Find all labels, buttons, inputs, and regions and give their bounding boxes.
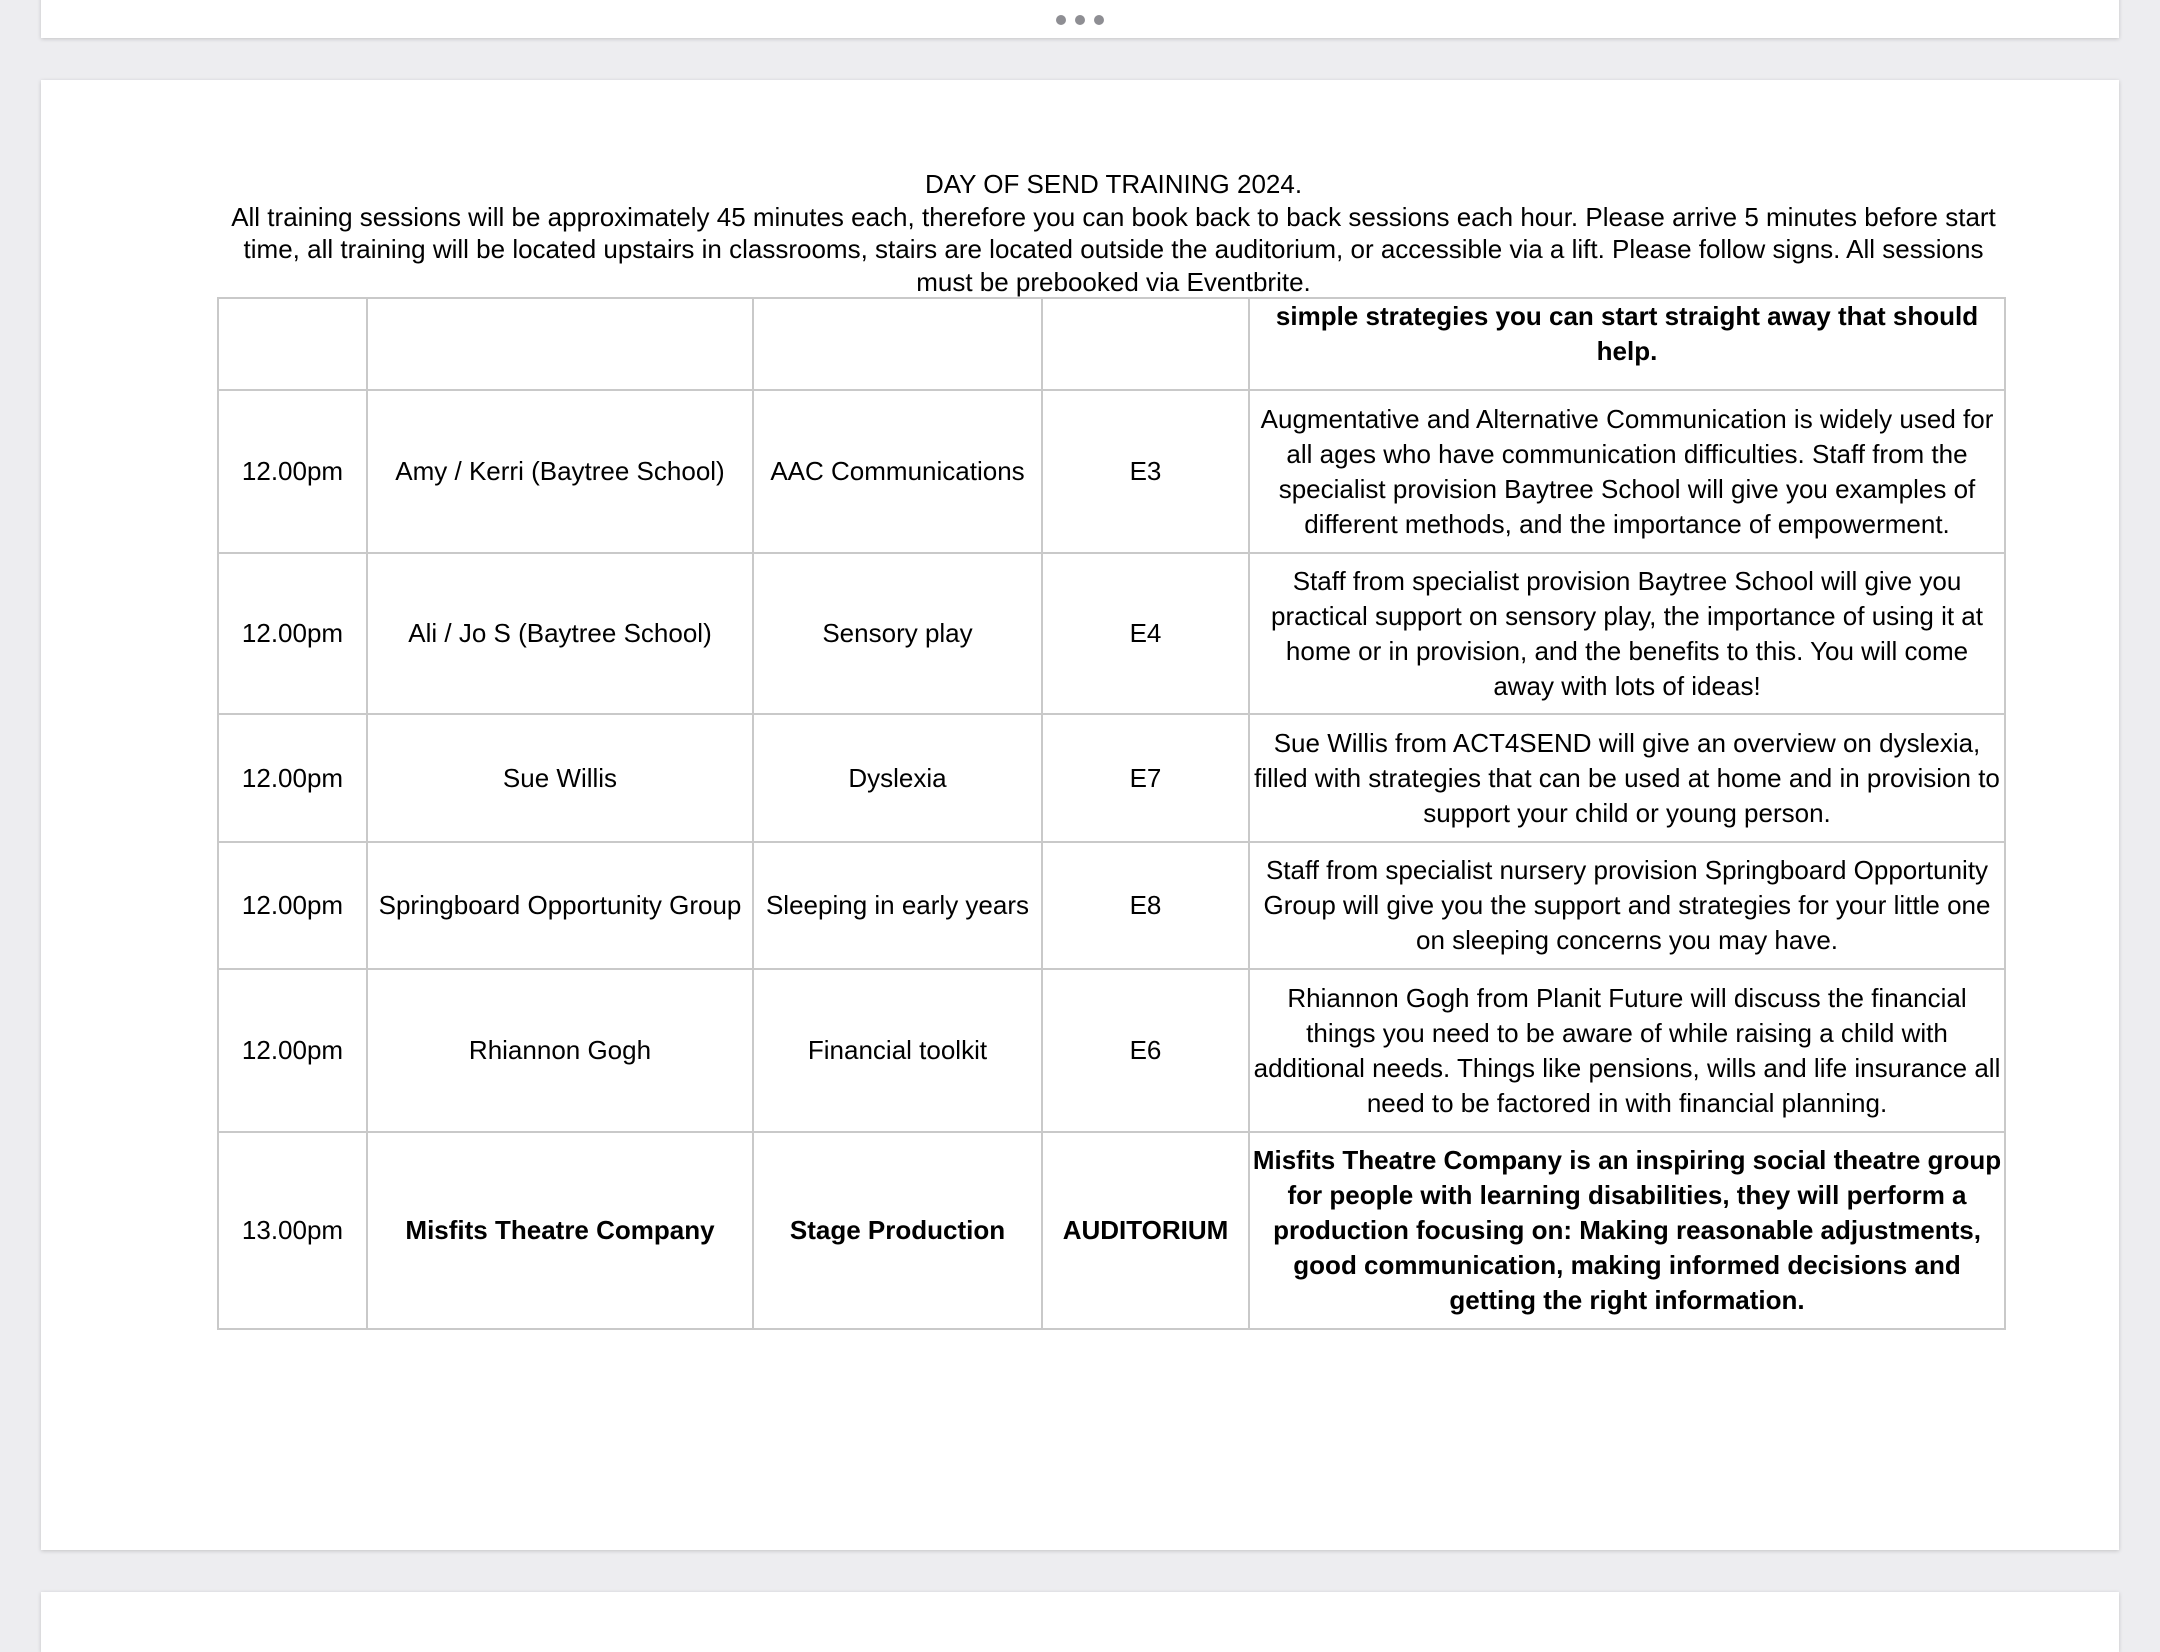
session-presenter [367, 298, 753, 390]
session-time: 12.00pm [218, 714, 367, 842]
session-presenter: Misfits Theatre Company [367, 1132, 753, 1329]
session-time [218, 298, 367, 390]
table-row [218, 714, 2005, 842]
session-topic: Sleeping in early years [753, 842, 1042, 969]
session-description: Staff from specialist provision Baytree School will give you practical support on sensory play, the importance of using it at home or in provision, and the benefits to this. You will come away with lots of ideas! [1249, 553, 2005, 714]
session-topic: Dyslexia [753, 714, 1042, 842]
session-room: E8 [1042, 842, 1249, 969]
session-presenter: Springboard Opportunity Group [367, 842, 753, 969]
session-room: E6 [1042, 969, 1249, 1132]
session-description: Sue Willis from ACT4SEND will give an overview on dyslexia, filled with strategies that can be used at home and in provision to support your child or young person. [1249, 714, 2005, 842]
table-row [218, 842, 2005, 969]
session-room [1042, 298, 1249, 390]
session-room: E7 [1042, 714, 1249, 842]
session-topic: Sensory play [753, 553, 1042, 714]
session-presenter: Ali / Jo S (Baytree School) [367, 553, 753, 714]
session-room: E3 [1042, 390, 1249, 553]
next-page [41, 1592, 2119, 1652]
table-row [218, 553, 2005, 714]
session-time: 12.00pm [218, 553, 367, 714]
more-options-icon[interactable] [1056, 12, 1104, 28]
session-time: 12.00pm [218, 969, 367, 1132]
session-presenter: Sue Willis [367, 714, 753, 842]
session-topic: Stage Production [753, 1132, 1042, 1329]
session-time: 12.00pm [218, 390, 367, 553]
table-row-continued [218, 298, 2005, 390]
session-topic: AAC Communications [753, 390, 1042, 553]
table-row [218, 1132, 2005, 1329]
document-intro: All training sessions will be approximately 45 minutes each, therefore you can book back to back sessions each hour. Please arrive 5 minutes before start time, all training will be located upstairs in classrooms, stairs are located outside the auditorium, or accessible via a lift. Please follow signs. All sessions must be prebooked via Eventbrite. [231, 201, 1996, 297]
session-time: 13.00pm [218, 1132, 367, 1329]
dot [1094, 15, 1104, 25]
session-room: E4 [1042, 553, 1249, 714]
session-description: Staff from specialist nursery provision Springboard Opportunity Group will give you the support and strategies for your little one on sleeping concerns you may have. [1249, 842, 2005, 969]
table-row [218, 969, 2005, 1132]
session-description: Misfits Theatre Company is an inspiring social theatre group for people with learning disabilities, they will perform a production focusing on: Making reasonable adjustments, good communication, making informed decisions and getting the right information. [1249, 1132, 2005, 1329]
session-presenter: Rhiannon Gogh [367, 969, 753, 1132]
session-room: AUDITORIUM [1042, 1132, 1249, 1329]
document-title: DAY OF SEND TRAINING 2024. [924, 169, 1303, 199]
session-time: 12.00pm [218, 842, 367, 969]
dot [1075, 15, 1085, 25]
training-sessions-table [217, 297, 2006, 1330]
session-description: Augmentative and Alternative Communication is widely used for all ages who have communication difficulties. Staff from the specialist provision Baytree School will give you examples of different methods, and the importance of empowerment. [1249, 390, 2005, 553]
session-topic: Financial toolkit [753, 969, 1042, 1132]
session-topic [753, 298, 1042, 390]
session-description: simple strategies you can start straight away that should help. [1249, 298, 2005, 390]
dot [1056, 15, 1066, 25]
session-description: Rhiannon Gogh from Planit Future will discuss the financial things you need to be aware of while raising a child with additional needs. Things like pensions, wills and life insurance all need to be factored in with financial planning. [1249, 969, 2005, 1132]
session-presenter: Amy / Kerri (Baytree School) [367, 390, 753, 553]
document-page [41, 80, 2119, 1550]
document-header [216, 168, 2011, 298]
table-row [218, 390, 2005, 553]
